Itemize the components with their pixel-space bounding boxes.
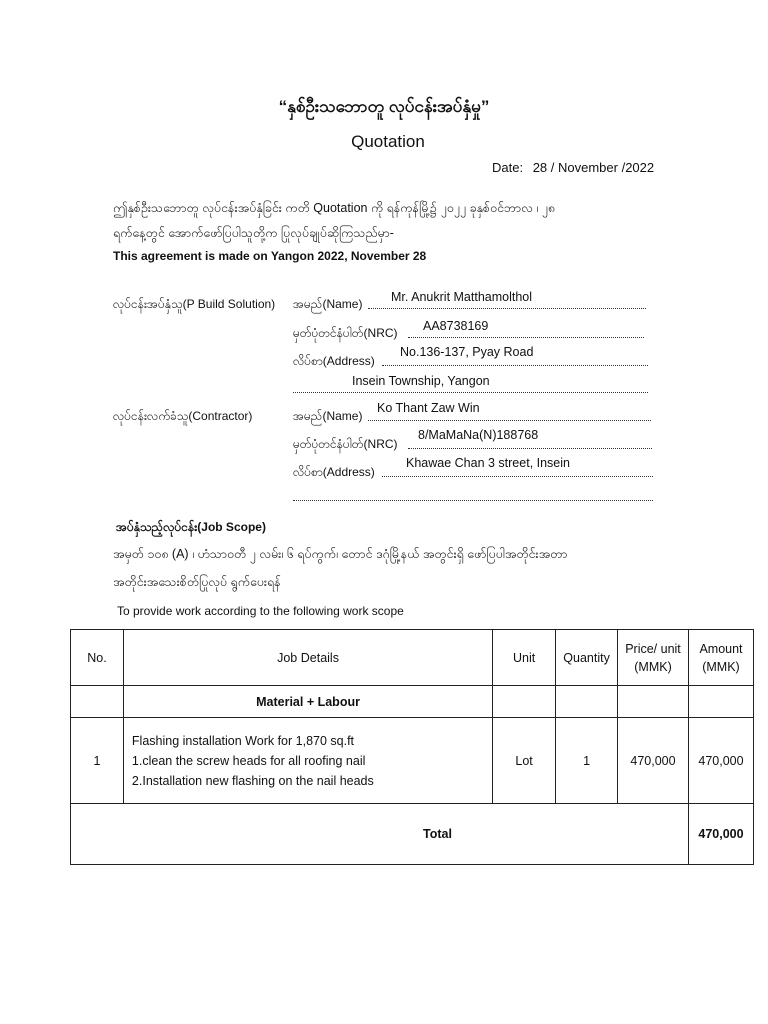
row-job-details (123, 718, 492, 804)
intro-line-1: ဤနှစ်ဦးသဘောတူ လုပ်ငန်းအပ်နှံခြင်း ကတိ Quotation ကို ရန်ကုန်မြို့၌ ၂၀၂၂ ခုနှစ်ဝင်ဘာလ ၊ ၂၈ (113, 201, 556, 215)
header-price-per-unit: Price/ unit (MMK) (618, 630, 689, 686)
intro-line-2: ရက်နေ့တွင် အောက်ဖော်ပြပါသူတို့က ပြုလုပ်ချုပ်ဆိုကြသည်မှာ- (113, 226, 394, 240)
job-scope-line-1: အမှတ် ၁၀၈ (A) ၊ ဟံသာဝတီ ၂ လမ်း၊ ၆ ရပ်ကွက်၊ တောင် ဒဂုံမြို့နယ် အတွင်းရှိ ဖော်ပြပါအတိုင်းအတာ (113, 547, 568, 561)
client-nrc-label: မှတ်ပုံတင်နံပါတ်(NRC) (293, 326, 398, 340)
contractor-name-label: အမည်(Name) (293, 409, 363, 423)
header-quantity: Quantity (556, 630, 618, 686)
header-amount: Amount (MMK) (688, 630, 753, 686)
client-address-value-2: Insein Township, Yangon (352, 374, 490, 388)
client-name-value: Mr. Anukrit Matthamolthol (391, 290, 533, 304)
row-unit: Lot (493, 718, 556, 804)
contractor-name-dots (368, 420, 651, 421)
contractor-nrc-value: 8/MaMaNa(N)188768 (418, 428, 539, 442)
contractor-address-value-1: Khawae Chan 3 street, Insein (406, 456, 570, 470)
contractor-address-label: လိပ်စာ(Address) (293, 465, 375, 479)
date-label: Date: (492, 160, 524, 175)
total-label: Total (71, 804, 689, 865)
contractor-name-value: Ko Thant Zaw Win (377, 401, 480, 415)
contractor-nrc-dots (408, 448, 652, 449)
contractor-address-dots-1 (382, 476, 653, 477)
client-nrc-dots (408, 337, 644, 338)
client-address-dots-2 (293, 392, 648, 393)
row-price: 470,000 (618, 718, 689, 804)
date-line (492, 160, 654, 175)
row-detail-line-3: 2.Installation new flashing on the nail heads (131, 773, 374, 788)
contractor-nrc-label: မှတ်ပုံတင်နံပါတ်(NRC) (293, 437, 398, 451)
section-label: Material + Labour (123, 686, 492, 718)
row-amount: 470,000 (688, 718, 753, 804)
header-no: No. (71, 630, 124, 686)
total-value: 470,000 (688, 804, 753, 865)
job-scope-line-2: အတိုင်းအသေးစိတ်ပြုလုပ် ရွက်ပေးရန် (113, 575, 281, 589)
intro-line-3: This agreement is made on Yangon 2022, November 28 (113, 249, 427, 263)
job-scope-heading: အပ်နှံသည့်လုပ်ငန်း(Job Scope) (116, 520, 266, 534)
client-nrc-value: AA8738169 (423, 319, 489, 333)
table-header-row (71, 630, 754, 686)
table-section-row (71, 686, 754, 718)
table-row (71, 718, 754, 804)
client-name-label: အမည်(Name) (293, 297, 363, 311)
row-detail-line-1: Flashing installation Work for 1,870 sq.ft (131, 733, 355, 748)
date-value: 28 / November /2022 (532, 160, 655, 175)
row-no: 1 (71, 718, 124, 804)
contractor-address-dots-2 (293, 500, 653, 501)
client-name-dots (368, 308, 646, 309)
document-title-myanmar: “နှစ်ဦးသဘောတူ လုပ်ငန်းအပ်နှံမှု” (278, 97, 490, 116)
header-unit: Unit (493, 630, 556, 686)
row-quantity: 1 (556, 718, 618, 804)
job-scope-line-3: To provide work according to the following work scope (117, 604, 404, 618)
contractor-label: လုပ်ငန်းလက်ခံသူ(Contractor) (113, 409, 253, 423)
client-address-label: လိပ်စာ(Address) (293, 354, 375, 368)
quotation-table (70, 629, 754, 865)
client-address-value-1: No.136-137, Pyay Road (400, 345, 534, 359)
client-label: လုပ်ငန်းအပ်နှံသူ(P Build Solution) (113, 297, 276, 311)
header-job-details: Job Details (123, 630, 492, 686)
row-detail-line-2: 1.clean the screw heads for all roofing nail (131, 753, 366, 768)
table-total-row (71, 804, 754, 865)
client-address-dots-1 (382, 365, 648, 366)
document-title-quotation: Quotation (351, 132, 425, 151)
